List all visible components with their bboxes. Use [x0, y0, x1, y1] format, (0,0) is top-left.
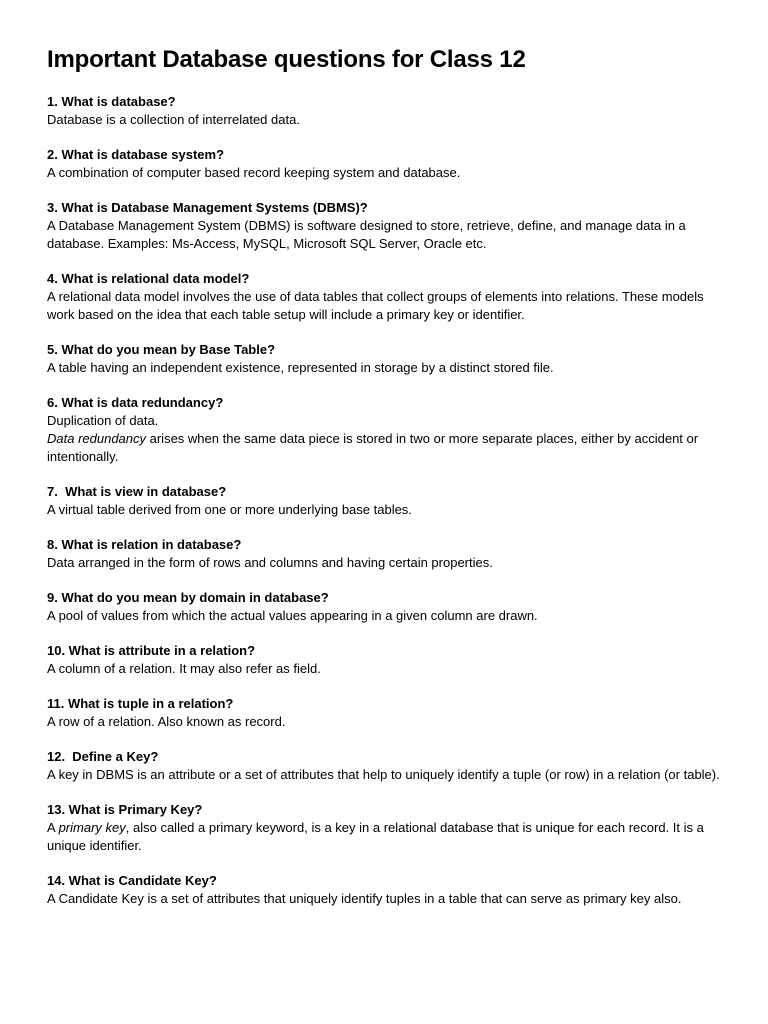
answer-4: A relational data model involves the use of data tables that collect groups of elements into relations. These models work based on the idea that each table setup will include a primary key or identifier. — [47, 289, 704, 322]
question-5: 5. What do you mean by Base Table? — [47, 342, 276, 357]
qa-item-2 — [47, 146, 728, 182]
answer-5: A table having an independent existence, represented in storage by a distinct stored file. — [47, 360, 554, 375]
answer-1: Database is a collection of interrelated data. — [47, 112, 300, 127]
answer-6-line-1: Duplication of data. — [47, 413, 159, 428]
question-12: 12. Define a Key? — [47, 749, 159, 764]
answer-12: A key in DBMS is an attribute or a set of attributes that help to uniquely identify a tuple (or row) in a relation (or table). — [47, 767, 720, 782]
answer-14: A Candidate Key is a set of attributes that uniquely identify tuples in a table that can serve as primary key also. — [47, 891, 682, 906]
question-2: 2. What is database system? — [47, 147, 225, 162]
question-3: 3. What is Database Management Systems (DBMS)? — [47, 200, 368, 215]
qa-item-9 — [47, 589, 728, 625]
question-14: 14. What is Candidate Key? — [47, 873, 217, 888]
question-13: 13. What is Primary Key? — [47, 802, 203, 817]
answer-13-suffix: , also called a primary keyword, is a key in a relational database that is unique for each record. It is a unique identifier. — [47, 820, 704, 853]
qa-item-10 — [47, 642, 728, 678]
answer-6-rest: arises when the same data piece is stored in two or more separate places, either by accident or intentionally. — [47, 431, 699, 464]
qa-item-8 — [47, 536, 728, 572]
answer-3: A Database Management System (DBMS) is software designed to store, retrieve, define, and manage data in a database. Examples: Ms-Access, MySQL, Microsoft SQL Server, Oracle etc. — [47, 218, 686, 251]
qa-item-5 — [47, 341, 728, 377]
qa-item-11 — [47, 695, 728, 731]
answer-7: A virtual table derived from one or more underlying base tables. — [47, 502, 412, 517]
qa-item-13 — [47, 801, 728, 855]
qa-item-6 — [47, 394, 728, 466]
answer-2: A combination of computer based record keeping system and database. — [47, 165, 461, 180]
question-11: 11. What is tuple in a relation? — [47, 696, 234, 711]
page-title: Important Database questions for Class 12 — [47, 46, 526, 73]
question-10: 10. What is attribute in a relation? — [47, 643, 256, 658]
qa-item-4 — [47, 270, 728, 324]
answer-13-prefix: A — [47, 820, 59, 835]
question-6: 6. What is data redundancy? — [47, 395, 224, 410]
answer-8: Data arranged in the form of rows and columns and having certain properties. — [47, 555, 493, 570]
qa-item-14 — [47, 872, 728, 908]
answer-11: A row of a relation. Also known as record. — [47, 714, 286, 729]
question-4: 4. What is relational data model? — [47, 271, 250, 286]
question-9: 9. What do you mean by domain in database? — [47, 590, 329, 605]
question-7: 7. What is view in database? — [47, 484, 227, 499]
qa-item-1 — [47, 93, 728, 129]
answer-13-italic-term: primary key — [58, 820, 126, 835]
answer-6-italic-term: Data redundancy — [47, 431, 147, 446]
answer-13 — [47, 819, 728, 855]
answer-9: A pool of values from which the actual values appearing in a given column are drawn. — [47, 608, 538, 623]
answer-10: A column of a relation. It may also refer as field. — [47, 661, 321, 676]
answer-6-line-2 — [47, 430, 728, 466]
qa-item-12 — [47, 748, 728, 784]
question-8: 8. What is relation in database? — [47, 537, 242, 552]
question-1: 1. What is database? — [47, 94, 176, 109]
qa-item-3 — [47, 199, 728, 253]
qa-item-7 — [47, 483, 728, 519]
